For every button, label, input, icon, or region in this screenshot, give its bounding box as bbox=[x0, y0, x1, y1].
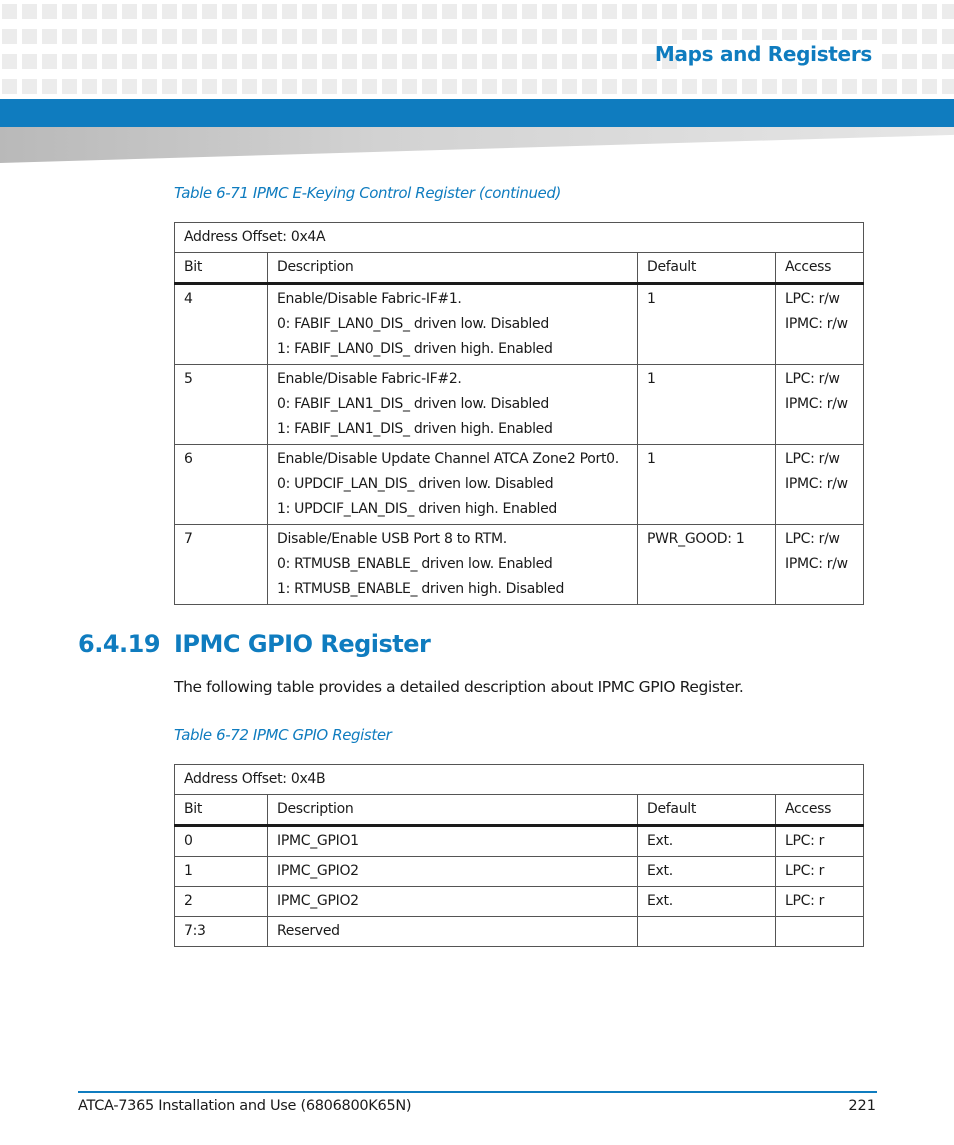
column-header-description: Description bbox=[268, 253, 638, 284]
table-row bbox=[175, 826, 864, 857]
table-row bbox=[175, 887, 864, 917]
access-cell bbox=[776, 445, 864, 525]
access-cell bbox=[776, 365, 864, 445]
bit-cell: 6 bbox=[175, 445, 268, 525]
address-offset-cell: Address Offset: 0x4A bbox=[175, 223, 864, 253]
bit-cell: 4 bbox=[175, 284, 268, 365]
description-line: 0: FABIF_LAN0_DIS_ driven low. Disabled bbox=[277, 316, 549, 332]
access-cell: LPC: r bbox=[776, 887, 864, 917]
column-header-row bbox=[175, 795, 864, 826]
bit-cell: 0 bbox=[175, 826, 268, 857]
access-line: IPMC: r/w bbox=[785, 396, 848, 412]
description-line: Enable/Disable Update Channel ATCA Zone2 Port0. bbox=[277, 451, 619, 467]
description-line: Disable/Enable USB Port 8 to RTM. bbox=[277, 531, 507, 547]
access-cell bbox=[776, 917, 864, 947]
footer-rule bbox=[78, 1091, 877, 1093]
description-line: 0: UPDCIF_LAN_DIS_ driven low. Disabled bbox=[277, 476, 554, 492]
table-row bbox=[175, 445, 864, 525]
table-72-caption: Table 6-72 IPMC GPIO Register bbox=[174, 726, 392, 744]
access-line: IPMC: r/w bbox=[785, 316, 848, 332]
description-line: Enable/Disable Fabric-IF#1. bbox=[277, 291, 462, 307]
table-row bbox=[175, 525, 864, 605]
access-line: LPC: r/w bbox=[785, 451, 840, 467]
column-header-row bbox=[175, 253, 864, 284]
description-line: 1: FABIF_LAN1_DIS_ driven high. Enabled bbox=[277, 421, 553, 437]
access-line: LPC: r/w bbox=[785, 371, 840, 387]
column-header-bit: Bit bbox=[175, 253, 268, 284]
header-blue-bar bbox=[0, 99, 954, 127]
table-row bbox=[175, 284, 864, 365]
description-cell: IPMC_GPIO2 bbox=[268, 857, 638, 887]
column-header-default: Default bbox=[638, 253, 776, 284]
bit-cell: 5 bbox=[175, 365, 268, 445]
description-cell: IPMC_GPIO1 bbox=[268, 826, 638, 857]
description-line: 1: UPDCIF_LAN_DIS_ driven high. Enabled bbox=[277, 501, 557, 517]
default-cell bbox=[638, 917, 776, 947]
bit-cell: 2 bbox=[175, 887, 268, 917]
bit-cell: 7:3 bbox=[175, 917, 268, 947]
default-cell: 1 bbox=[638, 445, 776, 525]
header-grey-swoosh bbox=[0, 127, 954, 163]
table-row bbox=[175, 857, 864, 887]
access-line: LPC: r/w bbox=[785, 531, 840, 547]
section-heading bbox=[78, 630, 430, 658]
description-line: 1: FABIF_LAN0_DIS_ driven high. Enabled bbox=[277, 341, 553, 357]
table-71 bbox=[174, 222, 864, 605]
address-offset-row bbox=[175, 223, 864, 253]
default-cell: PWR_GOOD: 1 bbox=[638, 525, 776, 605]
access-cell bbox=[776, 284, 864, 365]
column-header-access: Access bbox=[776, 253, 864, 284]
access-cell: LPC: r bbox=[776, 857, 864, 887]
column-header-access: Access bbox=[776, 795, 864, 826]
description-cell bbox=[268, 284, 638, 365]
table-row bbox=[175, 365, 864, 445]
access-cell bbox=[776, 525, 864, 605]
description-cell bbox=[268, 445, 638, 525]
table-72 bbox=[174, 764, 864, 947]
default-cell: 1 bbox=[638, 284, 776, 365]
default-cell: Ext. bbox=[638, 857, 776, 887]
footer-page-number: 221 bbox=[848, 1098, 876, 1114]
section-number: 6.4.19 bbox=[78, 630, 161, 658]
bit-cell: 7 bbox=[175, 525, 268, 605]
section-intro-text: The following table provides a detailed description about IPMC GPIO Register. bbox=[174, 678, 744, 696]
table-71-caption: Table 6-71 IPMC E-Keying Control Register (continued) bbox=[174, 184, 561, 202]
access-line: IPMC: r/w bbox=[785, 476, 848, 492]
description-line: 0: RTMUSB_ENABLE_ driven low. Enabled bbox=[277, 556, 553, 572]
description-line: Enable/Disable Fabric-IF#2. bbox=[277, 371, 462, 387]
default-cell: 1 bbox=[638, 365, 776, 445]
access-line: IPMC: r/w bbox=[785, 556, 848, 572]
table-row bbox=[175, 917, 864, 947]
description-line: 1: RTMUSB_ENABLE_ driven high. Disabled bbox=[277, 581, 565, 597]
description-line: 0: FABIF_LAN1_DIS_ driven low. Disabled bbox=[277, 396, 549, 412]
default-cell: Ext. bbox=[638, 887, 776, 917]
access-cell: LPC: r bbox=[776, 826, 864, 857]
access-line: LPC: r/w bbox=[785, 291, 840, 307]
address-offset-cell: Address Offset: 0x4B bbox=[175, 765, 864, 795]
running-header-title: Maps and Registers bbox=[654, 42, 872, 66]
column-header-bit: Bit bbox=[175, 795, 268, 826]
address-offset-row bbox=[175, 765, 864, 795]
description-cell bbox=[268, 525, 638, 605]
description-cell: IPMC_GPIO2 bbox=[268, 887, 638, 917]
bit-cell: 1 bbox=[175, 857, 268, 887]
description-cell: Reserved bbox=[268, 917, 638, 947]
default-cell: Ext. bbox=[638, 826, 776, 857]
footer-document-title: ATCA-7365 Installation and Use (6806800K65N) bbox=[78, 1098, 412, 1114]
column-header-default: Default bbox=[638, 795, 776, 826]
description-cell bbox=[268, 365, 638, 445]
section-title: IPMC GPIO Register bbox=[174, 630, 431, 658]
column-header-description: Description bbox=[268, 795, 638, 826]
